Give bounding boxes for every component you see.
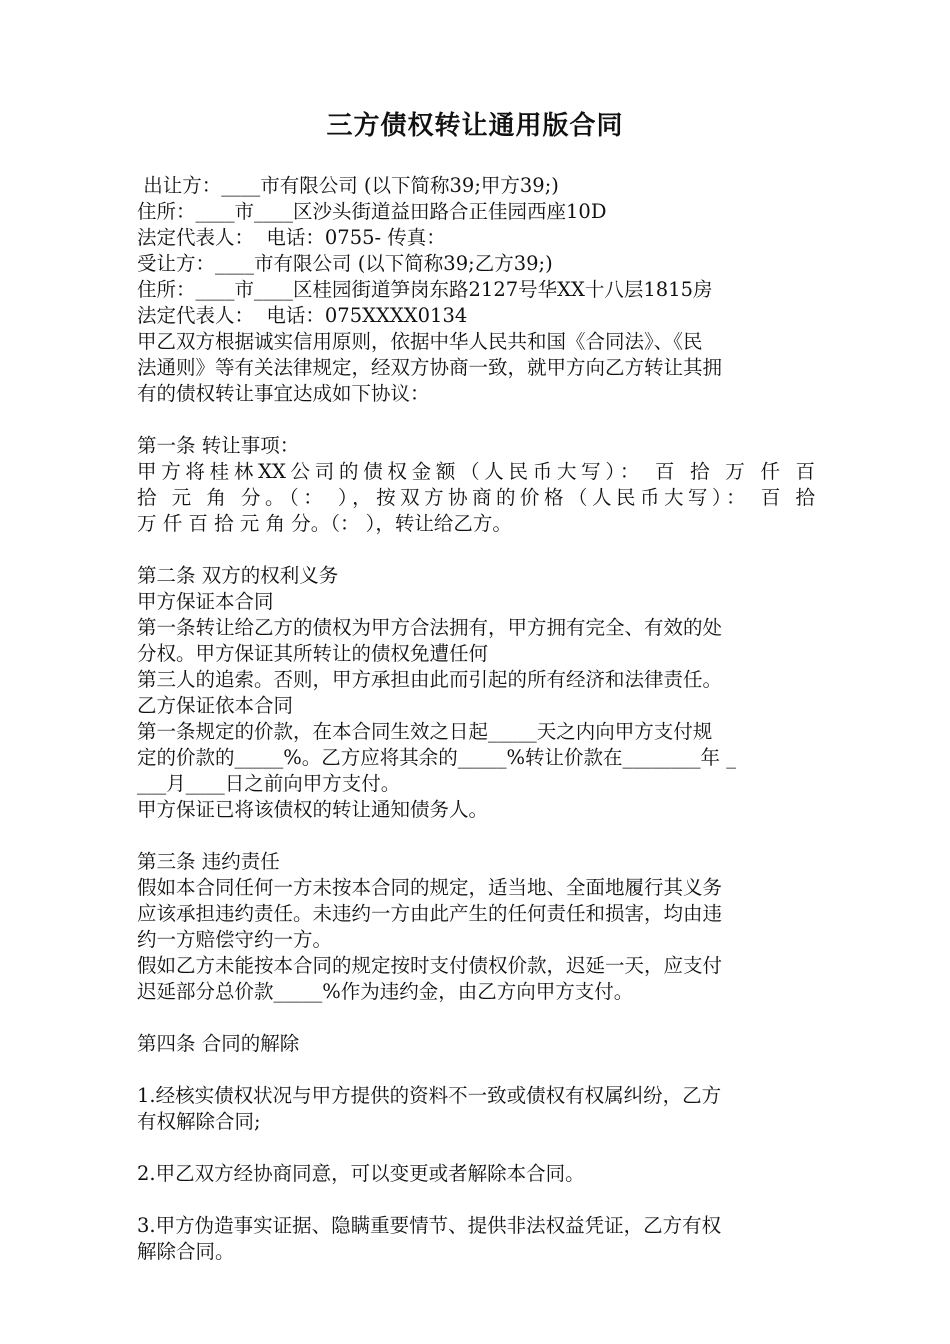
text-line: 拾 元 角 分。（： ），按双方协商的价格（人民币大写）： 百 拾 [137,486,815,509]
blank-line [137,1057,815,1083]
text-line: 假如乙方未能按本合同的规定按时支付债权价款，迟延一天，应支付 [137,954,723,977]
text-line: 第三人的追索。否则，甲方承担由此而引起的所有经济和法律责任。 [137,668,723,691]
text-line: 住所：____市____区桂园街道笋岗东路2127号华XX十八层1815房 [137,278,713,301]
text-line: 法定代表人： 电话：0755- 传真： [137,226,446,249]
document-body [137,173,815,1265]
text-line: 住所：____市____区沙头街道益田路合正佳园西座10D [137,200,607,223]
text-line: 第一条转让给乙方的债权为甲方合法拥有，甲方拥有完全、有效的处 [137,616,723,639]
section-heading: 第二条 双方的权利义务 [137,564,339,587]
text-line: 有权解除合同; [137,1110,261,1133]
text-line: 甲方保证已将该债权的转让通知债务人。 [137,798,489,821]
text-line: 解除合同。 [137,1240,235,1263]
text-line: 甲乙双方根据诚实信用原则，依据中华人民共和国《合同法》、《民 [137,330,703,353]
text-line: 分权。甲方保证其所转让的债权免遭任何 [137,642,489,665]
text-line: 受让方：____市有限公司 (以下简称39;乙方39;) [137,252,553,275]
text-line: ___月____日之前向甲方支付。 [137,772,401,795]
blank-line [137,1005,815,1031]
blank-line [137,537,815,563]
text-line: 3.甲方伪造事实证据、隐瞒重要情节、提供非法权益凭证，乙方有权 [137,1214,722,1237]
text-line: 法定代表人： 电话：075XXXX0134 [137,304,468,327]
blank-line [137,1135,815,1161]
section-heading: 第四条 合同的解除 [137,1032,300,1055]
section-heading: 第三条 违约责任 [137,850,280,873]
section-heading: 第一条 转让事项： [137,434,300,457]
text-line: 甲方保证本合同 [137,590,274,613]
text-line: 有的债权转让事宜达成如下协议： [137,382,430,405]
text-line: 乙方保证依本合同 [137,694,294,717]
text-line: 假如本合同任何一方未按本合同的规定，适当地、全面地履行其义务 [137,876,723,899]
text-line: 甲方将桂林XX公司的债权金额（人民币大写）： 百 拾 万 仟 百 [137,460,815,483]
blank-line [137,407,815,433]
text-line: 万 仟 百 拾 元 角 分。（： ），转让给乙方。 [137,512,512,535]
text-line: 应该承担违约责任。未违约一方由此产生的任何责任和损害，均由违 [137,902,723,925]
text-line: 2.甲乙双方经协商同意，可以变更或者解除本合同。 [137,1162,585,1185]
text-line: 1.经核实债权状况与甲方提供的资料不一致或债权有权属纠纷，乙方 [137,1084,722,1107]
blank-line [137,823,815,849]
text-line: 出让方：____市有限公司 (以下简称39;甲方39;) [137,174,559,197]
text-line: 第一条规定的价款，在本合同生效之日起_____天之内向甲方支付规 [137,720,713,743]
text-line: 定的价款的_____%。乙方应将其余的_____%转让价款在________年 _ [137,746,737,769]
blank-line [137,1187,815,1213]
document-title: 三方债权转让通用版合同 [326,111,624,141]
text-line: 迟延部分总价款_____%作为违约金，由乙方向甲方支付。 [137,980,634,1003]
text-line: 法通则》等有关法律规定，经双方协商一致，就甲方向乙方转让其拥 [137,356,723,379]
text-line: 约一方赔偿守约一方。 [137,928,333,951]
